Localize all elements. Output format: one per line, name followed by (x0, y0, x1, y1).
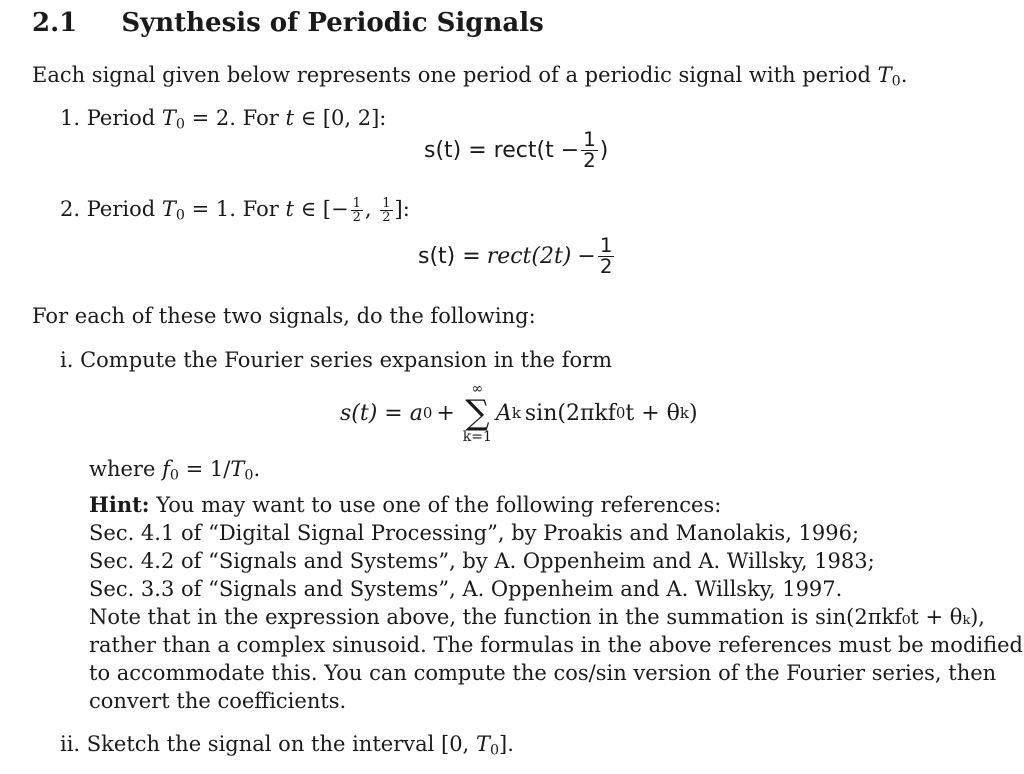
list-marker: i. (60, 348, 74, 372)
note-line: convert the coefficients. (89, 689, 347, 713)
formula-2: s(t) = rect(2t) − $\frac{1}{2}$ (418, 234, 613, 278)
section-number: 2.1 (32, 8, 78, 38)
section-heading (32, 8, 544, 38)
list-marker: ii. (60, 732, 81, 756)
list-marker: 1. (60, 106, 81, 130)
fraction: $\frac{1}{2}$ (583, 128, 596, 172)
reference-line: Sec. 3.3 of “Signals and Systems”, A. Oppenheim and A. Willsky, 1997. (89, 577, 843, 601)
hint-line: Hint: You may want to use one of the following references: (89, 492, 722, 517)
intro-paragraph: Each signal given below represents one period of a periodic signal with period $T_0$. (32, 63, 908, 90)
fraction: $\frac{1}{2}$ (352, 195, 361, 225)
formula-1: s(t) = rect(t − $\frac{1}{2}$ ) (424, 128, 609, 172)
list-marker: 2. (60, 197, 81, 221)
fraction: $\frac{1}{2}$ (382, 195, 391, 225)
hint-block (89, 492, 1023, 714)
note-line: to accommodate this. You can compute the cos/sin version of the Fourier series, then (89, 661, 997, 685)
note-line: rather than a complex sinusoid. The formulas in the above references must be modified (89, 633, 1023, 657)
for-each-paragraph: For each of these two signals, do the following: (32, 304, 536, 328)
note-line: Note that in the expression above, the function in the summation is sin(2πkf₀t + θₖ), (89, 605, 985, 629)
reference-line: Sec. 4.2 of “Signals and Systems”, by A. Oppenheim and A. Willsky, 1983; (89, 549, 875, 573)
list-item-1: 1. Period $T_0 = 2$. For t ∈ [0, 2]: (60, 106, 387, 133)
summation-symbol: ∞ ∑ k=1 (462, 381, 492, 445)
list-item-2: 2. Period $T_0 = 1$. For t ∈ [− $\frac{1}{2}$ , $\frac{1}{2}$ ]: (60, 195, 410, 225)
task-i: i. Compute the Fourier series expansion in the form (60, 348, 613, 372)
fourier-formula: s(t) = a 0 + ∞ ∑ k=1 A k sin(2πkf 0 t + θ k ) (340, 381, 698, 445)
where-line: where $f_0 = 1/T_0$. (89, 457, 261, 484)
hint-label: Hint: (89, 492, 150, 517)
reference-line: Sec. 4.1 of “Digital Signal Processing”, by Proakis and Manolakis, 1996; (89, 521, 860, 545)
fraction: $\frac{1}{2}$ (599, 234, 613, 278)
task-ii: ii. Sketch the signal on the interval [0, $T_0$]. (60, 732, 514, 759)
section-title: Synthesis of Periodic Signals (121, 8, 544, 38)
